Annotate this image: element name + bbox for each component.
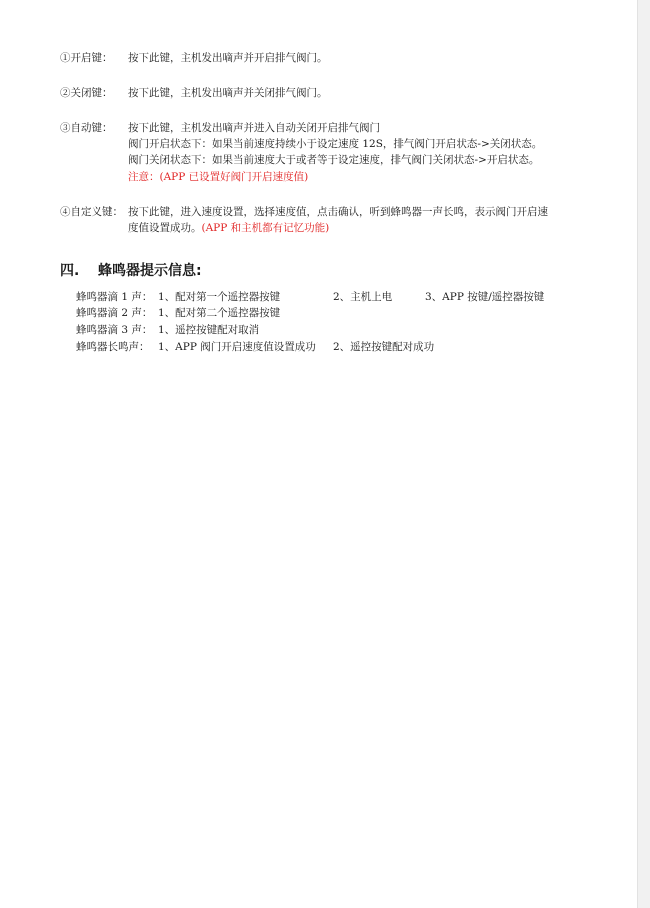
buzzer-row-label: 蜂鸣器滴 1 声： bbox=[76, 291, 153, 303]
custom-key-memory-note: (APP 和主机都有记忆功能) bbox=[201, 222, 330, 234]
buzzer-row-item: 1、遥控按键配对取消 bbox=[158, 324, 260, 336]
close-key-desc: 按下此键，主机发出嘀声并关闭排气阀门。 bbox=[128, 87, 328, 99]
close-key-label: ②关闭键： bbox=[60, 87, 113, 99]
custom-key-desc-line2 bbox=[128, 221, 329, 235]
auto-key-note: 注意：(APP 已设置好阀门开启速度值) bbox=[128, 171, 309, 183]
custom-key-success-text: 度值设置成功。 bbox=[128, 222, 202, 234]
auto-key-closed-state: 阀门关闭状态下：如果当前速度大于或者等于设定速度，排气阀门关闭状态->开启状态。 bbox=[128, 154, 540, 166]
open-key-label: ①开启键： bbox=[60, 52, 113, 64]
buzzer-row-item: 1、APP 阀门开启速度值设置成功 bbox=[158, 341, 316, 353]
buzzer-row-label: 蜂鸣器滴 2 声： bbox=[76, 307, 153, 319]
auto-key-label: ③自动键： bbox=[60, 122, 113, 134]
buzzer-row-item: 1、配对第二个遥控器按键 bbox=[158, 307, 281, 319]
custom-key-desc: 按下此键，进入速度设置，选择速度值，点击确认，听到蜂鸣器一声长鸣，表示阀门开启速 bbox=[128, 206, 548, 218]
section-title: 蜂鸣器提示信息: bbox=[98, 263, 202, 279]
open-key-desc: 按下此键，主机发出嘀声并开启排气阀门。 bbox=[128, 52, 328, 64]
buzzer-row-item: 3、APP 按键/遥控器按键 bbox=[425, 291, 545, 303]
section-number: 四. bbox=[60, 263, 80, 279]
auto-key-desc: 按下此键，主机发出嘀声并进入自动关闭开启排气阀门 bbox=[128, 122, 380, 134]
buzzer-row-item: 2、遥控按键配对成功 bbox=[333, 341, 435, 353]
buzzer-row-item: 1、配对第一个遥控器按键 bbox=[158, 291, 281, 303]
buzzer-row-label: 蜂鸣器滴 3 声： bbox=[76, 324, 153, 336]
auto-key-open-state: 阀门开启状态下：如果当前速度持续小于设定速度 12S，排气阀门开启状态->关闭状态。 bbox=[128, 138, 543, 150]
buzzer-row-label: 蜂鸣器长鸣声： bbox=[76, 341, 150, 353]
buzzer-row-item: 2、主机上电 bbox=[333, 291, 393, 303]
section-heading bbox=[60, 262, 202, 280]
page-edge-divider bbox=[637, 0, 650, 908]
custom-key-label: ④自定义键： bbox=[60, 206, 123, 218]
